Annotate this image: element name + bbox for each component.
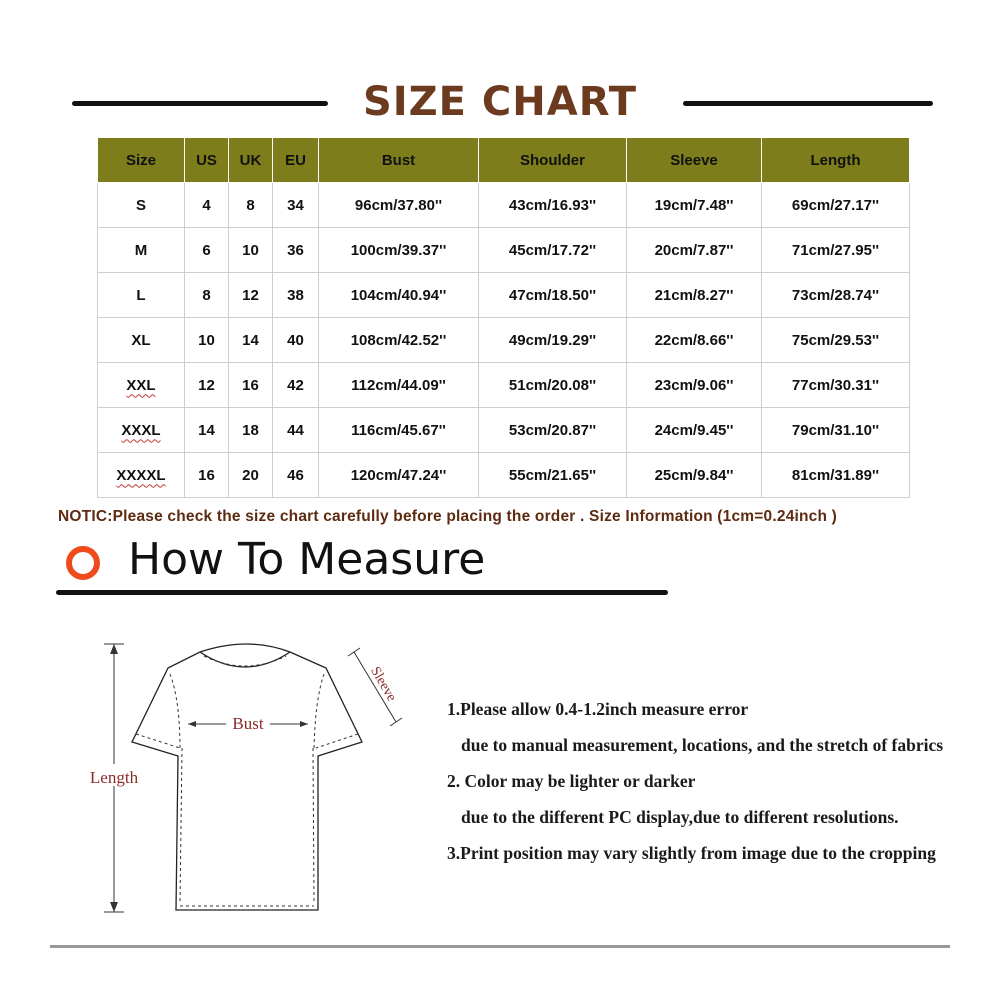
- table-cell-sleeve: 24cm/9.45'': [627, 408, 762, 453]
- table-row: [98, 318, 910, 363]
- table-cell-shoulder: 55cm/21.65'': [479, 453, 627, 498]
- table-cell-shoulder: 45cm/17.72'': [479, 228, 627, 273]
- table-cell-bust: 120cm/47.24'': [319, 453, 479, 498]
- table-cell-size: XXL: [98, 363, 185, 408]
- sleeve-label: Sleeve: [367, 664, 399, 705]
- table-cell-length: 73cm/28.74'': [762, 273, 910, 318]
- title-rule-left: [72, 101, 328, 106]
- table-cell-length: 77cm/30.31'': [762, 363, 910, 408]
- table-cell-size: M: [98, 228, 185, 273]
- table-cell-bust: 108cm/42.52'': [319, 318, 479, 363]
- table-row: [98, 408, 910, 453]
- table-cell-bust: 96cm/37.80'': [319, 183, 479, 228]
- note-line: 2. Color may be lighter or darker: [447, 771, 696, 791]
- table-cell-us: 10: [185, 318, 229, 363]
- table-cell-shoulder: 43cm/16.93'': [479, 183, 627, 228]
- table-cell-bust: 112cm/44.09'': [319, 363, 479, 408]
- table-row: [98, 183, 910, 228]
- table-cell-eu: 42: [273, 363, 319, 408]
- table-cell-uk: 12: [229, 273, 273, 318]
- table-cell-eu: 44: [273, 408, 319, 453]
- table-cell-length: 69cm/27.17'': [762, 183, 910, 228]
- table-cell-bust: 104cm/40.94'': [319, 273, 479, 318]
- note-line: 1.Please allow 0.4-1.2inch measure error: [447, 699, 749, 719]
- table-cell-eu: 34: [273, 183, 319, 228]
- column-header-bust: Bust: [319, 138, 479, 183]
- table-cell-size: L: [98, 273, 185, 318]
- size-chart-table: [97, 137, 910, 498]
- table-cell-bust: 116cm/45.67'': [319, 408, 479, 453]
- table-cell-sleeve: 22cm/8.66'': [627, 318, 762, 363]
- circle-bullet-icon: [66, 546, 100, 580]
- table-cell-shoulder: 53cm/20.87'': [479, 408, 627, 453]
- column-header-shoulder: Shoulder: [479, 138, 627, 183]
- table-cell-length: 75cm/29.53'': [762, 318, 910, 363]
- table-cell-us: 8: [185, 273, 229, 318]
- table-cell-us: 16: [185, 453, 229, 498]
- note-line: 3.Print position may vary slightly from image due to the cropping: [447, 843, 936, 863]
- table-row: [98, 453, 910, 498]
- measurement-notes: [447, 695, 987, 875]
- how-to-measure-rule: [56, 590, 668, 595]
- note-line: due to the different PC display,due to different resolutions.: [461, 807, 899, 827]
- column-header-length: Length: [762, 138, 910, 183]
- bottom-rule: [50, 945, 950, 948]
- table-cell-uk: 18: [229, 408, 273, 453]
- table-cell-shoulder: 47cm/18.50'': [479, 273, 627, 318]
- table-header-row: [98, 138, 910, 183]
- table-cell-size: S: [98, 183, 185, 228]
- table-cell-size: XL: [98, 318, 185, 363]
- table-cell-uk: 20: [229, 453, 273, 498]
- table-row: [98, 363, 910, 408]
- table-cell-sleeve: 25cm/9.84'': [627, 453, 762, 498]
- how-to-measure-title: How To Measure: [128, 534, 486, 585]
- table-cell-sleeve: 23cm/9.06'': [627, 363, 762, 408]
- table-cell-sleeve: 20cm/7.87'': [627, 228, 762, 273]
- table-cell-uk: 14: [229, 318, 273, 363]
- table-cell-bust: 100cm/39.37'': [319, 228, 479, 273]
- table-cell-eu: 40: [273, 318, 319, 363]
- length-label: Length: [89, 768, 139, 787]
- table-row: [98, 228, 910, 273]
- column-header-sleeve: Sleeve: [627, 138, 762, 183]
- column-header-eu: EU: [273, 138, 319, 183]
- table-cell-uk: 8: [229, 183, 273, 228]
- table-cell-us: 4: [185, 183, 229, 228]
- table-cell-size: XXXXL: [98, 453, 185, 498]
- note-line: due to manual measurement, locations, and the stretch of fabrics: [461, 735, 944, 755]
- table-row: [98, 273, 910, 318]
- table-cell-size: XXXL: [98, 408, 185, 453]
- size-notice: NOTIC:Please check the size chart carefully before placing the order . Size Information (1cm=0.24inch ): [58, 508, 838, 525]
- table-cell-eu: 46: [273, 453, 319, 498]
- tshirt-diagram: [80, 630, 420, 930]
- column-header-uk: UK: [229, 138, 273, 183]
- table-cell-shoulder: 51cm/20.08'': [479, 363, 627, 408]
- page-title: SIZE CHART: [362, 79, 638, 125]
- bust-label: Bust: [232, 714, 264, 733]
- table-cell-us: 6: [185, 228, 229, 273]
- table-cell-sleeve: 21cm/8.27'': [627, 273, 762, 318]
- table-cell-uk: 10: [229, 228, 273, 273]
- table-cell-sleeve: 19cm/7.48'': [627, 183, 762, 228]
- table-cell-shoulder: 49cm/19.29'': [479, 318, 627, 363]
- table-cell-eu: 38: [273, 273, 319, 318]
- table-cell-length: 81cm/31.89'': [762, 453, 910, 498]
- table-cell-length: 71cm/27.95'': [762, 228, 910, 273]
- title-rule-right: [683, 101, 933, 106]
- table-cell-eu: 36: [273, 228, 319, 273]
- column-header-us: US: [185, 138, 229, 183]
- table-cell-us: 12: [185, 363, 229, 408]
- tshirt-outline: [132, 644, 362, 910]
- column-header-size: Size: [98, 138, 185, 183]
- table-cell-us: 14: [185, 408, 229, 453]
- table-cell-uk: 16: [229, 363, 273, 408]
- table-cell-length: 79cm/31.10'': [762, 408, 910, 453]
